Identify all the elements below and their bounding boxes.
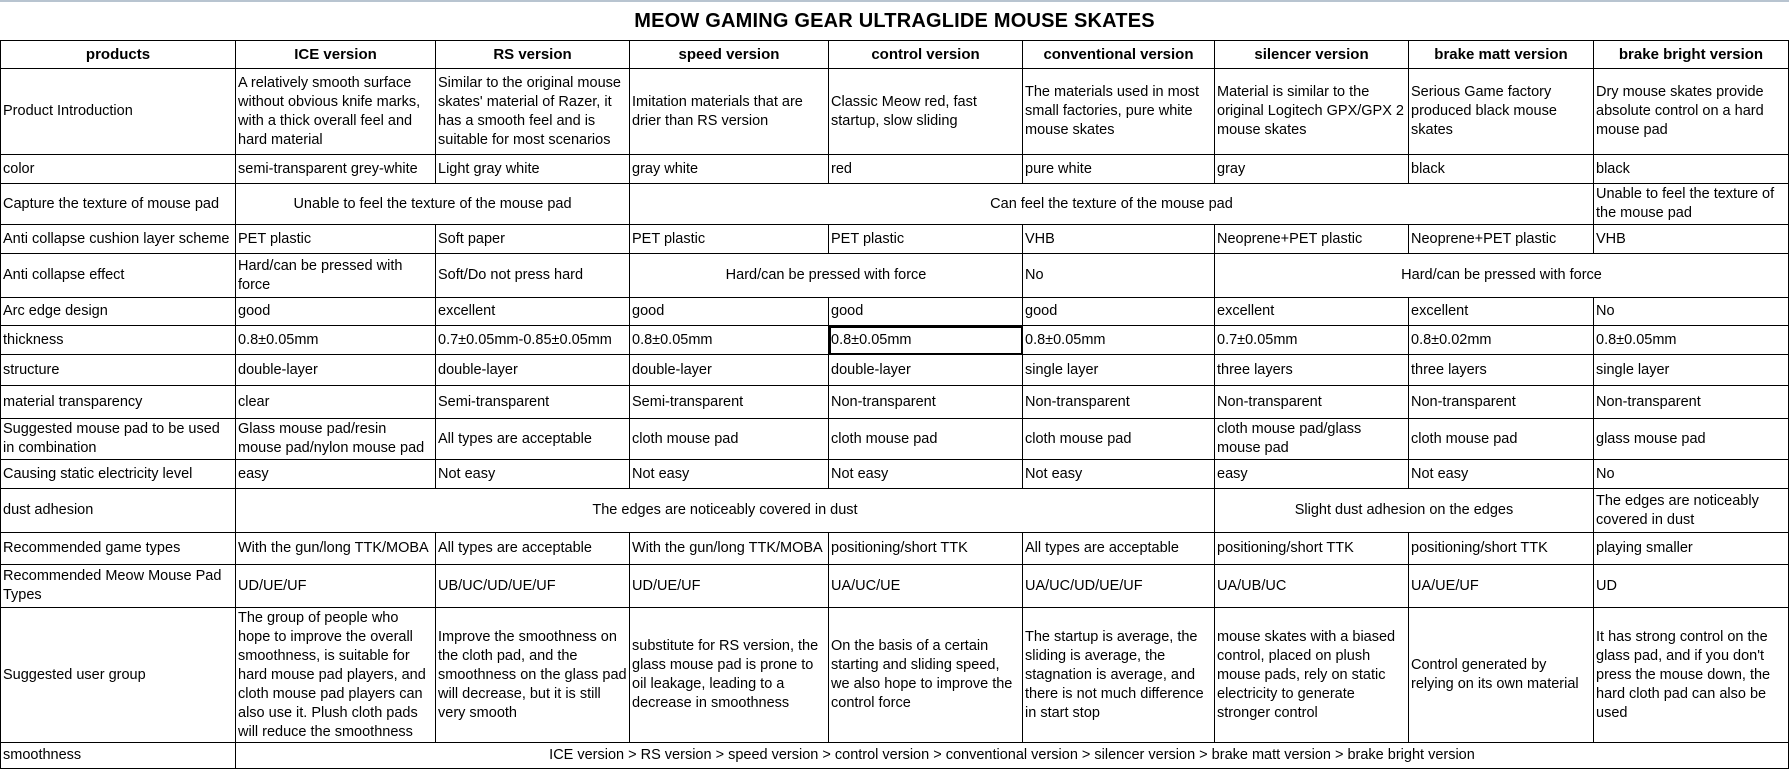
table-cell[interactable]: 0.8±0.05mm	[630, 326, 829, 355]
table-cell[interactable]: UD/UE/UF	[630, 565, 829, 608]
table-row	[1, 386, 1789, 419]
row-label[interactable]: Anti collapse cushion layer scheme	[1, 225, 236, 254]
table-row	[1, 419, 1789, 460]
table-cell[interactable]: clear	[236, 386, 436, 419]
table-row	[1, 298, 1789, 326]
table-cell[interactable]: good	[236, 298, 436, 326]
table-cell[interactable]: black	[1594, 155, 1789, 184]
table-cell[interactable]: 0.8±0.05mm	[1594, 326, 1789, 355]
table-cell[interactable]: cloth mouse pad	[1023, 419, 1215, 460]
table-row	[1, 254, 1789, 298]
table-cell[interactable]: With the gun/long TTK/MOBA	[236, 533, 436, 565]
table-cell[interactable]: positioning/short TTK	[1215, 533, 1409, 565]
table-row	[1, 460, 1789, 489]
table-cell[interactable]: three layers	[1409, 355, 1594, 386]
header-row	[1, 41, 1789, 69]
table-cell[interactable]: UA/UE/UF	[1409, 565, 1594, 608]
table-cell[interactable]: UA/UC/UE	[829, 565, 1023, 608]
table-cell[interactable]: Glass mouse pad/resin mouse pad/nylon mouse pad	[236, 419, 436, 460]
table-cell[interactable]: Imitation materials that are drier than RS version	[630, 69, 829, 155]
table-cell[interactable]: excellent	[1215, 298, 1409, 326]
table-cell[interactable]: single layer	[1023, 355, 1215, 386]
table-cell[interactable]: Semi-transparent	[630, 386, 829, 419]
table-cell[interactable]: Non-transparent	[1409, 386, 1594, 419]
table-cell[interactable]: double-layer	[829, 355, 1023, 386]
row-label[interactable]: color	[1, 155, 236, 184]
table-cell[interactable]: Neoprene+PET plastic	[1409, 225, 1594, 254]
table-cell[interactable]: playing smaller	[1594, 533, 1789, 565]
table-cell[interactable]: double-layer	[630, 355, 829, 386]
table-row	[1, 489, 1789, 533]
table-cell[interactable]: Can feel the texture of the mouse pad	[630, 184, 1594, 225]
row-label[interactable]: Recommended Meow Mouse Pad Types	[1, 565, 236, 608]
table-cell[interactable]: double-layer	[236, 355, 436, 386]
table-cell[interactable]: Light gray white	[436, 155, 630, 184]
header-version[interactable]: conventional version	[1023, 41, 1215, 69]
table-cell[interactable]: Improve the smoothness on the cloth pad, and the smoothness on the glass pad will decrease, but it is still very smooth	[436, 608, 630, 743]
table-cell[interactable]: PET plastic	[236, 225, 436, 254]
table-cell[interactable]: UA/UC/UD/UE/UF	[1023, 565, 1215, 608]
table-cell[interactable]: The startup is average, the sliding is average, the stagnation is average, and there is not much difference in start stop	[1023, 608, 1215, 743]
sheet-title: MEOW GAMING GEAR ULTRAGLIDE MOUSE SKATES	[634, 10, 1155, 32]
table-cell[interactable]: cloth mouse pad	[829, 419, 1023, 460]
table-row	[1, 608, 1789, 743]
table-cell[interactable]: The materials used in most small factories, pure white mouse skates	[1023, 69, 1215, 155]
table-row	[1, 69, 1789, 155]
table-row	[1, 326, 1789, 355]
table-cell[interactable]: Slight dust adhesion on the edges	[1215, 489, 1594, 533]
table-cell[interactable]: single layer	[1594, 355, 1789, 386]
table-cell[interactable]: UD/UE/UF	[236, 565, 436, 608]
table-row	[1, 355, 1789, 386]
row-label[interactable]: Anti collapse effect	[1, 254, 236, 298]
row-label[interactable]: structure	[1, 355, 236, 386]
table-cell[interactable]: Hard/can be pressed with force	[236, 254, 436, 298]
table-cell[interactable]: cloth mouse pad/glass mouse pad	[1215, 419, 1409, 460]
table-cell[interactable]: ICE version > RS version > speed version > control version > conventional version > silencer version > brake matt version > brake bright version	[236, 743, 1789, 769]
table-cell[interactable]: VHB	[1594, 225, 1789, 254]
table-cell[interactable]: pure white	[1023, 155, 1215, 184]
row-label[interactable]: Product Introduction	[1, 69, 236, 155]
row-label[interactable]: Arc edge design	[1, 298, 236, 326]
table-cell[interactable]: excellent	[1409, 298, 1594, 326]
table-row	[1, 565, 1789, 608]
table-cell[interactable]: Not easy	[1023, 460, 1215, 489]
table-cell[interactable]: Control generated by relying on its own material	[1409, 608, 1594, 743]
table-cell[interactable]: mouse skates with a biased control, placed on plush mouse pads, rely on static electricity to generate stronger control	[1215, 608, 1409, 743]
table-cell[interactable]: 0.8±0.05mm	[236, 326, 436, 355]
table-cell[interactable]: good	[630, 298, 829, 326]
table-cell[interactable]: No	[1594, 460, 1789, 489]
table-cell[interactable]: No	[1023, 254, 1215, 298]
header-version[interactable]: brake bright version	[1594, 41, 1789, 69]
table-cell[interactable]: UD	[1594, 565, 1789, 608]
comparison-table	[0, 40, 1789, 769]
row-label[interactable]: Causing static electricity level	[1, 460, 236, 489]
row-label[interactable]: thickness	[1, 326, 236, 355]
table-cell[interactable]: Not easy	[436, 460, 630, 489]
table-cell[interactable]: glass mouse pad	[1594, 419, 1789, 460]
table-cell[interactable]: Classic Meow red, fast startup, slow sliding	[829, 69, 1023, 155]
table-cell[interactable]: Hard/can be pressed with force	[1215, 254, 1789, 298]
row-label[interactable]: Suggested mouse pad to be used in combination	[1, 419, 236, 460]
table-cell[interactable]: good	[829, 298, 1023, 326]
row-label[interactable]: Capture the texture of mouse pad	[1, 184, 236, 225]
table-cell[interactable]: PET plastic	[829, 225, 1023, 254]
table-cell[interactable]: red	[829, 155, 1023, 184]
table-cell[interactable]: Dry mouse skates provide absolute control on a hard mouse pad	[1594, 69, 1789, 155]
table-cell[interactable]: excellent	[436, 298, 630, 326]
table-cell[interactable]: 0.7±0.05mm	[1215, 326, 1409, 355]
table-cell[interactable]: The edges are noticeably covered in dust	[1594, 489, 1789, 533]
table-cell[interactable]: Material is similar to the original Logitech GPX/GPX 2 mouse skates	[1215, 69, 1409, 155]
row-label[interactable]: material transparency	[1, 386, 236, 419]
table-cell[interactable]: A relatively smooth surface without obvious knife marks, with a thick overall feel and hard material	[236, 69, 436, 155]
table-cell[interactable]: black	[1409, 155, 1594, 184]
selected-cell[interactable]: 0.8±0.05mm	[829, 326, 1023, 355]
header-version[interactable]: RS version	[436, 41, 630, 69]
table-cell[interactable]: Soft paper	[436, 225, 630, 254]
table-cell[interactable]: 0.8±0.05mm	[1023, 326, 1215, 355]
table-cell[interactable]: The group of people who hope to improve the overall smoothness, is suitable for hard mouse pad players, and cloth mouse pad players can also use it. Plush cloth pads will reduce the smoothness	[236, 608, 436, 743]
table-row	[1, 225, 1789, 254]
table-cell[interactable]: With the gun/long TTK/MOBA	[630, 533, 829, 565]
row-label[interactable]: dust adhesion	[1, 489, 236, 533]
table-row	[1, 155, 1789, 184]
table-cell[interactable]: gray white	[630, 155, 829, 184]
table-row	[1, 533, 1789, 565]
table-cell[interactable]: On the basis of a certain starting and sliding speed, we also hope to improve the control force	[829, 608, 1023, 743]
header-version[interactable]: silencer version	[1215, 41, 1409, 69]
table-cell[interactable]: Soft/Do not press hard	[436, 254, 630, 298]
table-cell[interactable]: Hard/can be pressed with force	[630, 254, 1023, 298]
table-cell[interactable]: Not easy	[1409, 460, 1594, 489]
row-label[interactable]: Recommended game types	[1, 533, 236, 565]
header-version[interactable]: control version	[829, 41, 1023, 69]
table-cell[interactable]: Non-transparent	[829, 386, 1023, 419]
table-row	[1, 743, 1789, 769]
table-cell[interactable]: Not easy	[630, 460, 829, 489]
table-cell[interactable]: cloth mouse pad	[1409, 419, 1594, 460]
table-cell[interactable]: PET plastic	[630, 225, 829, 254]
table-cell[interactable]: All types are acceptable	[436, 533, 630, 565]
table-cell[interactable]: All types are acceptable	[1023, 533, 1215, 565]
table-cell[interactable]: Serious Game factory produced black mouse skates	[1409, 69, 1594, 155]
table-cell[interactable]: 0.7±0.05mm-0.85±0.05mm	[436, 326, 630, 355]
row-label[interactable]: smoothness	[1, 743, 236, 769]
table-cell[interactable]: gray	[1215, 155, 1409, 184]
table-cell[interactable]: Similar to the original mouse skates' material of Razer, it has a smooth feel and is suitable for most scenarios	[436, 69, 630, 155]
header-version[interactable]: brake matt version	[1409, 41, 1594, 69]
table-cell[interactable]: Unable to feel the texture of the mouse pad	[236, 184, 630, 225]
table-cell[interactable]: No	[1594, 298, 1789, 326]
table-cell[interactable]: 0.8±0.02mm	[1409, 326, 1594, 355]
table-cell[interactable]: Non-transparent	[1023, 386, 1215, 419]
header-version[interactable]: speed version	[630, 41, 829, 69]
table-cell[interactable]: substitute for RS version, the glass mouse pad is prone to oil leakage, leading to a decrease in smoothness	[630, 608, 829, 743]
header-products[interactable]: products	[1, 41, 236, 69]
table-cell[interactable]: easy	[1215, 460, 1409, 489]
table-cell[interactable]: Semi-transparent	[436, 386, 630, 419]
table-cell[interactable]: positioning/short TTK	[1409, 533, 1594, 565]
table-cell[interactable]: three layers	[1215, 355, 1409, 386]
table-cell[interactable]: cloth mouse pad	[630, 419, 829, 460]
table-cell[interactable]: Not easy	[829, 460, 1023, 489]
table-cell[interactable]: It has strong control on the glass pad, and if you don't press the mouse down, the hard cloth pad can also be used	[1594, 608, 1789, 743]
table-row	[1, 184, 1789, 225]
table-cell[interactable]: The edges are noticeably covered in dust	[236, 489, 1215, 533]
table-cell[interactable]: semi-transparent grey-white	[236, 155, 436, 184]
table-cell[interactable]: positioning/short TTK	[829, 533, 1023, 565]
table-cell[interactable]: Neoprene+PET plastic	[1215, 225, 1409, 254]
table-cell[interactable]: UA/UB/UC	[1215, 565, 1409, 608]
table-cell[interactable]: All types are acceptable	[436, 419, 630, 460]
table-cell[interactable]: Non-transparent	[1594, 386, 1789, 419]
table-cell[interactable]: VHB	[1023, 225, 1215, 254]
header-version[interactable]: ICE version	[236, 41, 436, 69]
table-cell[interactable]: double-layer	[436, 355, 630, 386]
table-cell[interactable]: Unable to feel the texture of the mouse pad	[1594, 184, 1789, 225]
table-cell[interactable]: UB/UC/UD/UE/UF	[436, 565, 630, 608]
table-cell[interactable]: good	[1023, 298, 1215, 326]
row-label[interactable]: Suggested user group	[1, 608, 236, 743]
table-cell[interactable]: Non-transparent	[1215, 386, 1409, 419]
table-cell[interactable]: easy	[236, 460, 436, 489]
